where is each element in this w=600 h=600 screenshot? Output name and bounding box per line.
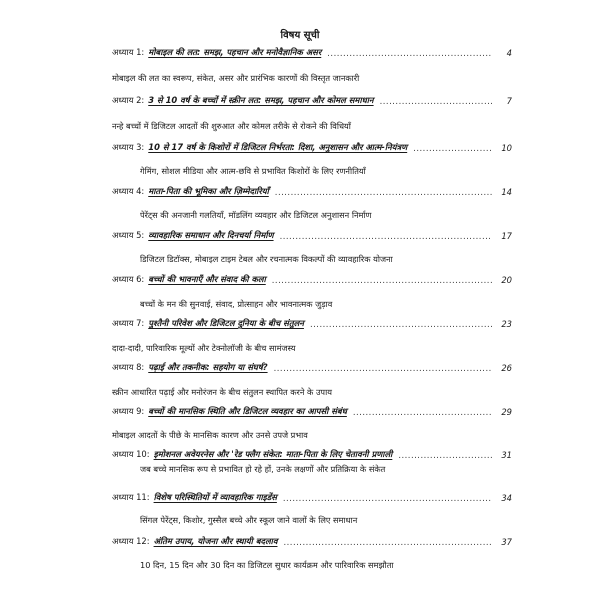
- toc-entry-12[interactable]: [112, 532, 512, 547]
- chapter-description: जब बच्चे मानसिक रूप से प्रभावित हो रहे हों, उनके लक्षणों और प्रतिक्रिया के संकेत: [140, 464, 386, 474]
- toc-entry-3[interactable]: [112, 138, 512, 153]
- toc-entry-4[interactable]: [112, 182, 512, 197]
- toc-entry-7[interactable]: [112, 314, 512, 329]
- toc-entry-9[interactable]: [112, 402, 512, 417]
- chapter-number: अध्याय 9:: [112, 406, 145, 416]
- chapter-description: गेमिंग, सोशल मीडिया और आत्म-छवि से प्रभावित किशोरों के लिए रणनीतियाँ: [140, 166, 366, 176]
- chapter-description: पेरेंट्स की अनजानी गलतियाँ, मॉडलिंग व्यवहार और डिजिटल अनुशासन निर्माण: [140, 210, 372, 220]
- chapter-description: 10 दिन, 15 दिन और 30 दिन का डिजिटल सुधार कार्यक्रम और पारिवारिक समझौता: [140, 560, 394, 570]
- toc-entry-10[interactable]: [112, 445, 512, 460]
- chapter-heading[interactable]: अंतिम उपाय, योजना और स्थायी बदलाव: [153, 536, 278, 546]
- chapter-heading[interactable]: इमोशनल अवेयरनेस और 'रेड फ्लैग संकेत: माता-पिता के लिए चेतावनी प्रणाली: [153, 449, 393, 459]
- chapter-description: बच्चों के मन की सुनवाई, संवाद, प्रोत्साहन और भावनात्मक जुड़ाव: [140, 299, 333, 309]
- chapter-number: अध्याय 7:: [112, 318, 145, 328]
- chapter-number: अध्याय 11:: [112, 492, 150, 502]
- leader-dots: [280, 231, 492, 241]
- leader-dots: [353, 407, 492, 417]
- leader-dots: [413, 143, 492, 153]
- chapter-number: अध्याय 8:: [112, 362, 145, 372]
- chapter-heading[interactable]: माता-पिता की भूमिका और ज़िम्मेदारियाँ: [148, 186, 269, 196]
- page-number: 14: [501, 187, 512, 197]
- toc-entry-8[interactable]: [112, 358, 512, 373]
- page-number: 29: [501, 407, 512, 417]
- page-number: 10: [501, 143, 512, 153]
- chapter-number: अध्याय 6:: [112, 274, 145, 284]
- chapter-number: अध्याय 10:: [112, 449, 150, 459]
- leader-dots: [274, 363, 492, 373]
- chapter-description: दादा-दादी, पारिवारिक मूल्यों और टेक्नोलॉजी के बीच सामंजस्य: [112, 343, 296, 353]
- toc-entry-1[interactable]: [112, 43, 512, 58]
- leader-dots: [398, 450, 492, 460]
- chapter-description: नन्हे बच्चों में डिजिटल आदतों की शुरुआत और कोमल तरीके से रोकने की विधियाँ: [112, 121, 351, 131]
- chapter-number: अध्याय 3:: [112, 142, 145, 152]
- toc-title: विषय सूची: [280, 30, 320, 41]
- toc-entry-2[interactable]: [112, 91, 512, 106]
- page-number: 17: [501, 231, 512, 241]
- leader-dots: [272, 275, 492, 285]
- chapter-number: अध्याय 1:: [112, 47, 145, 57]
- chapter-number: अध्याय 4:: [112, 186, 145, 196]
- chapter-number: अध्याय 2:: [112, 95, 145, 105]
- chapter-heading[interactable]: मोबाइल की लत: समझ, पहचान और मनोवैज्ञानिक असर: [148, 47, 322, 57]
- page-number: 7: [506, 96, 512, 106]
- leader-dots: [283, 537, 492, 547]
- chapter-heading[interactable]: 3 से 10 वर्ष के बच्चों में स्क्रीन लत: समझ, पहचान और कोमल समाधान: [148, 95, 374, 105]
- leader-dots: [327, 48, 492, 58]
- leader-dots: [275, 187, 492, 197]
- chapter-heading[interactable]: पुश्तैनी परिवेश और डिजिटल दुनिया के बीच संतुलन: [148, 318, 304, 328]
- chapter-heading[interactable]: 10 से 17 वर्ष के किशोरों में डिजिटल निर्भरता: दिशा, अनुशासन और आत्म-नियंत्रण: [148, 142, 408, 152]
- leader-dots: [380, 96, 492, 106]
- chapter-heading[interactable]: व्यावहारिक समाधान और दिनचर्या निर्माण: [148, 230, 274, 240]
- page-number: 23: [501, 319, 512, 329]
- toc-entry-5[interactable]: [112, 226, 512, 241]
- page-number: 37: [501, 537, 512, 547]
- page-number: 20: [501, 275, 512, 285]
- chapter-description: स्क्रीन आधारित पढ़ाई और मनोरंजन के बीच संतुलन स्थापित करने के उपाय: [112, 387, 332, 397]
- chapter-heading[interactable]: बच्चों की मानसिक स्थिति और डिजिटल व्यवहार का आपसी संबंध: [148, 406, 347, 416]
- chapter-number: अध्याय 12:: [112, 536, 150, 546]
- chapter-description: मोबाइल आदतों के पीछे के मानसिक कारण और उनसे उपजे प्रभाव: [112, 430, 308, 440]
- chapter-description: मोबाइल की लत का स्वरूप, संकेत, असर और प्रारंभिक कारणों की विस्तृत जानकारी: [112, 73, 360, 83]
- page-number: 26: [501, 363, 512, 373]
- leader-dots: [283, 493, 492, 503]
- chapter-number: अध्याय 5:: [112, 230, 145, 240]
- chapter-heading[interactable]: बच्चों की भावनाएँ और संवाद की कला: [148, 274, 266, 284]
- chapter-description: डिजिटल डिटॉक्स, मोबाइल टाइम टेबल और रचनात्मक विकल्पों की व्यावहारिक योजना: [140, 254, 393, 264]
- chapter-heading[interactable]: पढ़ाई और तकनीक: सहयोग या संघर्ष?: [148, 362, 268, 372]
- chapter-heading[interactable]: विशेष परिस्थितियों में व्यावहारिक गाइडेंस: [153, 492, 277, 502]
- toc-entry-11[interactable]: [112, 488, 512, 503]
- page-number: 4: [506, 48, 512, 58]
- chapter-description: सिंगल पेरेंट्स, किशोर, गुस्सैल बच्चे और स्कूल जाने वालों के लिए समाधान: [140, 515, 358, 525]
- toc-entry-6[interactable]: [112, 270, 512, 285]
- page-number: 34: [501, 493, 512, 503]
- leader-dots: [310, 319, 492, 329]
- page-number: 31: [501, 450, 512, 460]
